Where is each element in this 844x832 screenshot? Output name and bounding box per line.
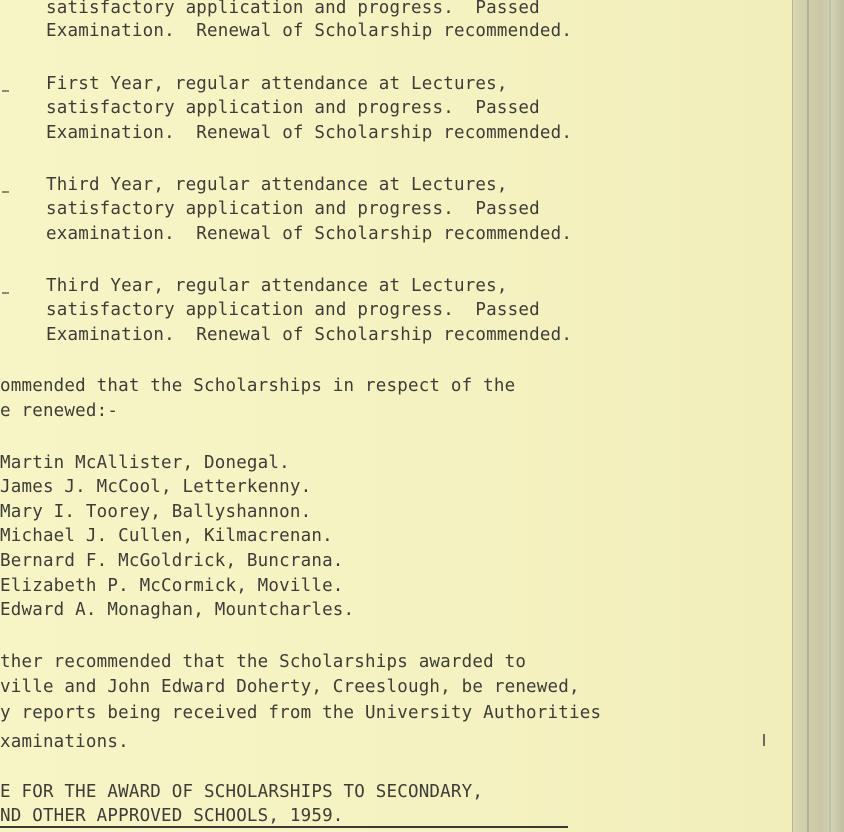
entry-3-line-2: satisfactory application and progress. Passed (46, 199, 540, 219)
name-item-3: Mary I. Toorey, Ballyshannon. (0, 502, 312, 522)
entry-4-dash (2, 292, 9, 294)
section-heading-line-2: ND OTHER APPROVED SCHOOLS, 1959. (0, 806, 344, 826)
name-item-1: Martin McAllister, Donegal. (0, 453, 290, 473)
further-line-4: xaminations. (0, 732, 129, 752)
recommendation-line-1: ommended that the Scholarships in respect of the (0, 376, 516, 396)
further-line-1: ther recommended that the Scholarships awarded to (0, 652, 527, 672)
name-item-4: Michael J. Cullen, Kilmacrenan. (0, 526, 333, 546)
entry-2-dash (2, 90, 9, 92)
entry-2-line-1: First Year, regular attendance at Lectures, (46, 74, 508, 94)
name-item-2: James J. McCool, Letterkenny. (0, 477, 312, 497)
entry-4-line-1: Third Year, regular attendance at Lectures, (46, 276, 508, 296)
recommendation-line-2: e renewed:- (0, 401, 119, 421)
entry-4-line-2: satisfactory application and progress. Passed (46, 300, 540, 320)
spine-fold-line (807, 0, 809, 832)
entry-2-line-3: Examination. Renewal of Scholarship recommended. (46, 123, 573, 143)
heading-underline (0, 826, 568, 828)
further-line-2: ville and John Edward Doherty, Creeslough, be renewed, (0, 677, 580, 697)
spine-edge-line (829, 0, 831, 832)
name-item-6: Elizabeth P. McCormick, Moville. (0, 576, 344, 596)
name-item-5: Bernard F. McGoldrick, Buncrana. (0, 551, 344, 571)
entry-4-line-3: Examination. Renewal of Scholarship recommended. (46, 325, 573, 345)
name-item-7: Edward A. Monaghan, Mountcharles. (0, 600, 355, 620)
entry-2-line-2: satisfactory application and progress. Passed (46, 98, 540, 118)
entry-3-line-3: examination. Renewal of Scholarship recommended. (46, 224, 573, 244)
margin-mark (763, 734, 765, 746)
section-heading-line-1: E FOR THE AWARD OF SCHOLARSHIPS TO SECONDARY, (0, 782, 484, 802)
binding-spine (792, 0, 844, 832)
entry-1-line-2: Examination. Renewal of Scholarship recommended. (46, 21, 573, 41)
further-line-3: y reports being received from the University Authorities (0, 703, 602, 723)
entry-1-line-1: satisfactory application and progress. Passed (46, 0, 540, 18)
entry-3-dash (2, 191, 9, 193)
entry-3-line-1: Third Year, regular attendance at Lectures, (46, 175, 508, 195)
